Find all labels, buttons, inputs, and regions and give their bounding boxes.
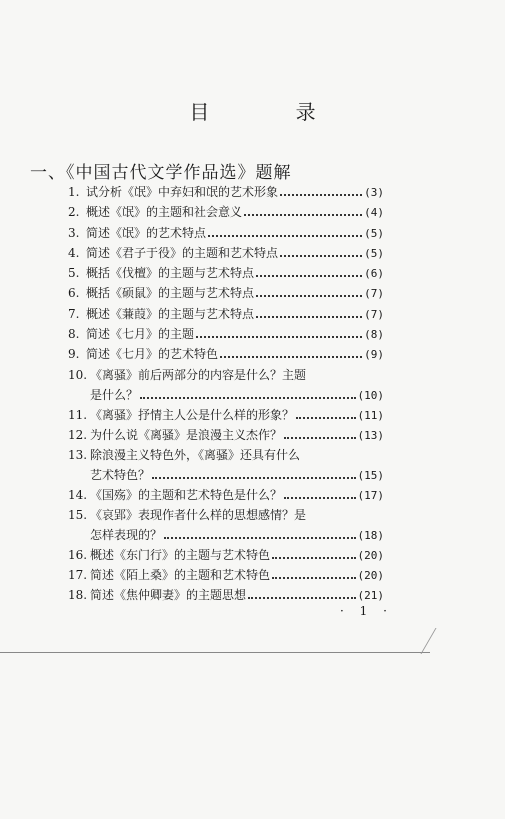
toc-entry-number: 14.: [68, 488, 88, 502]
dot-leader: [272, 557, 355, 559]
toc-entry-number: 12.: [68, 428, 88, 442]
toc-entry[interactable]: [68, 406, 384, 423]
dot-leader: [256, 275, 362, 277]
toc-entry-number: 8.: [68, 327, 80, 341]
toc-entry-page: (20): [357, 569, 384, 582]
toc-entry-text: 简述《焦仲卿妻》的主题思想: [90, 588, 247, 602]
dot-leader: [256, 316, 362, 318]
dot-leader: [220, 356, 362, 358]
toc-entry[interactable]: [68, 426, 384, 443]
toc-entry-text: 除浪漫主义特色外，《离骚》还具有什么: [90, 448, 301, 462]
dot-leader: [272, 577, 355, 579]
toc-entry-number: 13.: [68, 448, 88, 462]
toc-entry-page: (6): [364, 267, 384, 280]
toc-entry-text: 为什么说《离骚》是浪漫主义杰作？: [90, 428, 283, 442]
toc-entry-number: 1.: [68, 185, 80, 199]
toc-entry-text: 简述《君子于役》的主题和艺术特点: [86, 246, 279, 260]
toc-entry-text: 怎样表现的？: [90, 528, 163, 542]
toc-entry[interactable]: [68, 486, 384, 503]
toc-entry-first-line: [68, 366, 306, 383]
toc-entry-page: (7): [364, 287, 384, 300]
toc-entry-number: 11.: [68, 408, 88, 422]
toc-entry-page: (8): [364, 328, 384, 341]
toc-entry[interactable]: [68, 546, 384, 563]
toc-entry-page: (15): [357, 469, 384, 482]
page-title: 目 录: [189, 100, 356, 124]
toc-entry-text: 概括《伐檀》的主题与艺术特点: [86, 266, 255, 280]
toc-entry[interactable]: [68, 325, 384, 342]
toc-entry[interactable]: [90, 386, 384, 403]
toc-entry[interactable]: [68, 183, 384, 200]
toc-entry[interactable]: [68, 264, 384, 281]
toc-entry[interactable]: [68, 305, 384, 322]
toc-entry-page: (5): [364, 227, 384, 240]
toc-entry-page: (5): [364, 247, 384, 260]
toc-entry-text: 是什么？: [90, 388, 139, 402]
toc-entry[interactable]: [90, 466, 384, 483]
dot-leader: [280, 194, 362, 196]
toc-entry-page: (17): [357, 489, 384, 502]
toc-entry-number: 7.: [68, 307, 80, 321]
toc-entry-number: 15.: [68, 508, 88, 522]
toc-entry[interactable]: [68, 566, 384, 583]
toc-entry-text: 艺术特色？: [90, 468, 151, 482]
toc-entry-first-line: [68, 506, 306, 523]
toc-entry-page: (9): [364, 348, 384, 361]
page-bottom-rule: [0, 652, 430, 653]
toc-entry-number: 2.: [68, 205, 80, 219]
page-number: · 1 ·: [340, 604, 393, 618]
toc-entry-text: 《哀郢》表现作者什么样的思想感情？是: [90, 508, 307, 522]
toc-entry-number: 9.: [68, 347, 80, 361]
dot-leader: [284, 497, 355, 499]
toc-entry-text: 概述《氓》的主题和社会意义: [86, 205, 243, 219]
toc-entry-page: (10): [357, 389, 384, 402]
dot-leader: [296, 417, 355, 419]
dot-leader: [248, 597, 355, 599]
section-heading: 一、《中国古代文学作品选》题解: [30, 163, 292, 183]
toc-entry-number: 16.: [68, 548, 88, 562]
toc-entry[interactable]: [68, 586, 384, 603]
toc-entry[interactable]: [68, 203, 384, 220]
toc-entry-page: (3): [364, 186, 384, 199]
toc-entry-number: 3.: [68, 226, 80, 240]
dot-leader: [280, 255, 362, 257]
dot-leader: [140, 397, 355, 399]
toc-entry-page: (7): [364, 308, 384, 321]
dot-leader: [244, 214, 362, 216]
toc-entry-page: (20): [357, 549, 384, 562]
toc-entry-text: 简述《七月》的艺术特色: [86, 347, 219, 361]
toc-entry-page: (11): [357, 409, 384, 422]
toc-entry[interactable]: [68, 244, 384, 261]
toc-entry-text: 简述《氓》的艺术特点: [86, 226, 207, 240]
toc-entry-first-line: [68, 446, 300, 463]
toc-entry-text: 试分析《氓》中弃妇和氓的艺术形象: [86, 185, 279, 199]
toc-entry-number: 6.: [68, 286, 80, 300]
toc-entry-page: (21): [357, 589, 384, 602]
toc-entry-text: 概述《蒹葭》的主题与艺术特点: [86, 307, 255, 321]
dot-leader: [164, 537, 355, 539]
toc-entry[interactable]: [90, 526, 384, 543]
toc-entry-text: 概述《东门行》的主题与艺术特色: [90, 548, 271, 562]
toc-entry-text: 《离骚》抒情主人公是什么样的形象？: [90, 408, 295, 422]
toc-entry-text: 《国殇》的主题和艺术特色是什么？: [90, 488, 283, 502]
toc-entry-text: 概括《硕鼠》的主题与艺术特点: [86, 286, 255, 300]
dot-leader: [152, 477, 355, 479]
toc-entry[interactable]: [68, 345, 384, 362]
dot-leader: [208, 235, 362, 237]
dot-leader: [284, 437, 355, 439]
toc-entry-number: 4.: [68, 246, 80, 260]
toc-entry-page: (4): [364, 206, 384, 219]
toc-entry-text: 简述《陌上桑》的主题和艺术特色: [90, 568, 271, 582]
toc-entry[interactable]: [68, 284, 384, 301]
dot-leader: [256, 295, 362, 297]
toc-entry-number: 10.: [68, 368, 88, 382]
toc-entry[interactable]: [68, 224, 384, 241]
toc-entry-page: (18): [357, 529, 384, 542]
toc-entry-page: (13): [357, 429, 384, 442]
toc-entry-number: 18.: [68, 588, 88, 602]
toc-entry-number: 5.: [68, 266, 80, 280]
toc-entry-number: 17.: [68, 568, 88, 582]
dot-leader: [196, 336, 362, 338]
toc-entry-text: 《离骚》前后两部分的内容是什么？主题: [90, 368, 307, 382]
toc-entry-text: 简述《七月》的主题: [86, 327, 195, 341]
